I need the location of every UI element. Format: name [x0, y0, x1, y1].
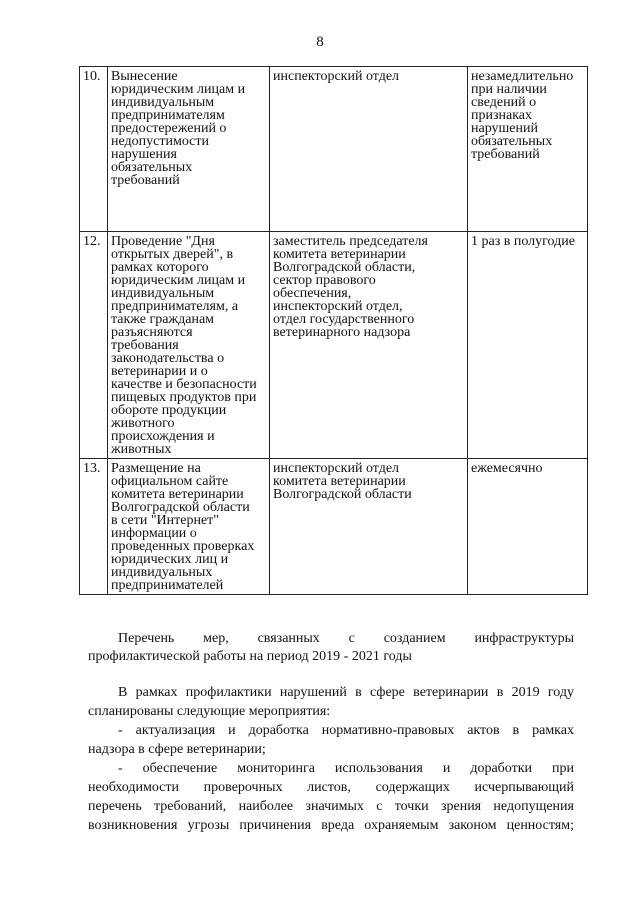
activity-line: разъясняются: [111, 326, 193, 339]
activity-line: обязательных: [111, 161, 193, 174]
activity-line: также гражданам: [111, 313, 215, 326]
activity-line: ветеринарии и о: [111, 365, 208, 378]
term-line: 1 раз в полугодие: [471, 235, 575, 248]
activity-line: открытых дверей", в: [111, 248, 234, 261]
activity-line: животного: [111, 417, 175, 430]
heading-line: Перечень мер, связанных с созданием инфраструктуры: [118, 631, 574, 646]
executor-line: инспекторский отдел,: [273, 300, 403, 313]
paragraph-line: надзора в сфере ветеринарии;: [88, 742, 266, 757]
activity-line: пищевых продуктов при: [111, 391, 257, 404]
executor-line: комитета ветеринарии: [273, 475, 406, 488]
term-line: нарушений: [471, 122, 538, 135]
paragraph-line: необходимости проверочных листов, содержащих исчерпывающий: [88, 780, 574, 795]
activity-line: Волгоградской области: [111, 501, 250, 514]
executor-line: ветеринарного надзора: [273, 326, 411, 339]
activity-line: требования: [111, 339, 179, 352]
activity-line: официальном сайте: [111, 475, 229, 488]
activity-line: недопустимости: [111, 135, 209, 148]
term-cell: [468, 67, 588, 232]
activity-line: предпринимателям, а: [111, 300, 239, 313]
activity-cell: [108, 67, 270, 232]
row-number: 12.: [80, 232, 108, 459]
activity-line: индивидуальных: [111, 566, 213, 579]
body-text: [88, 683, 574, 835]
table-row: [80, 232, 588, 459]
activity-line: происхождения и: [111, 430, 215, 443]
activity-line: законодательства о: [111, 352, 225, 365]
activity-line: Проведение "Дня: [111, 235, 215, 248]
activity-line: предпринимателям: [111, 109, 225, 122]
activity-line: Вынесение: [111, 70, 178, 83]
term-line: при наличии: [471, 83, 547, 96]
row-number: 13.: [80, 459, 108, 595]
executor-line: обеспечения,: [273, 287, 352, 300]
heading-line: профилактической работы на период 2019 - 2021 годы: [88, 649, 412, 664]
executor-line: отдел государственного: [273, 313, 415, 326]
activity-line: Размещение на: [111, 462, 201, 475]
row-number: 10.: [80, 67, 108, 232]
executor-line: инспекторский отдел: [273, 70, 400, 83]
paragraph-line: возникновения угрозы причинения вреда охраняемым законом ценностям;: [88, 818, 574, 833]
activity-line: юридическим лицам и: [111, 83, 246, 96]
activity-line: юридических лиц и: [111, 553, 229, 566]
activity-line: нарушения: [111, 148, 177, 161]
activity-cell: [108, 459, 270, 595]
executor-line: комитета ветеринарии: [273, 248, 406, 261]
activity-line: информации о: [111, 527, 197, 540]
executor-line: Волгоградской области: [273, 488, 412, 501]
executor-line: заместитель председателя: [273, 235, 428, 248]
paragraph-line: перечень требований, наиболее значимых с точки зрения недопущения: [88, 799, 574, 814]
table-row: [80, 459, 588, 595]
activity-line: обороте продукции: [111, 404, 227, 417]
paragraph-line: спланированы следующие мероприятия:: [88, 704, 331, 719]
activity-line: индивидуальным: [111, 96, 215, 109]
executor-cell: [270, 459, 468, 595]
executor-line: сектор правового: [273, 274, 376, 287]
measures-table: [79, 66, 588, 595]
paragraph-line: В рамках профилактики нарушений в сфере ветеринарии в 2019 году: [118, 685, 574, 700]
activity-line: требований: [111, 174, 180, 187]
activity-line: качестве и безопасности: [111, 378, 257, 391]
executor-cell: [270, 67, 468, 232]
activity-line: комитета ветеринарии: [111, 488, 244, 501]
term-line: признаках: [471, 109, 533, 122]
activity-line: проведенных проверках: [111, 540, 255, 553]
section-heading: [88, 630, 574, 666]
activity-line: предпринимателей: [111, 579, 224, 592]
term-line: незамедлительно: [471, 70, 574, 83]
table-row: [80, 67, 588, 232]
term-line: ежемесячно: [471, 462, 543, 475]
term-line: сведений о: [471, 96, 537, 109]
activity-line: юридическим лицам и: [111, 274, 246, 287]
activity-cell: [108, 232, 270, 459]
term-line: требований: [471, 148, 540, 161]
term-cell: [468, 232, 588, 459]
activity-line: индивидуальным: [111, 287, 215, 300]
activity-line: животных: [111, 443, 172, 456]
activity-line: предостережений о: [111, 122, 227, 135]
executor-line: инспекторский отдел: [273, 462, 400, 475]
activity-line: в сети "Интернет": [111, 514, 220, 527]
paragraph-line: - актуализация и доработка нормативно-правовых актов в рамках: [118, 723, 574, 738]
executor-cell: [270, 232, 468, 459]
term-cell: [468, 459, 588, 595]
term-line: обязательных: [471, 135, 553, 148]
page-number: 8: [316, 34, 324, 50]
executor-line: Волгоградской области,: [273, 261, 416, 274]
paragraph-line: - обеспечение мониторинга использования и доработки при: [118, 761, 574, 776]
activity-line: рамках которого: [111, 261, 209, 274]
